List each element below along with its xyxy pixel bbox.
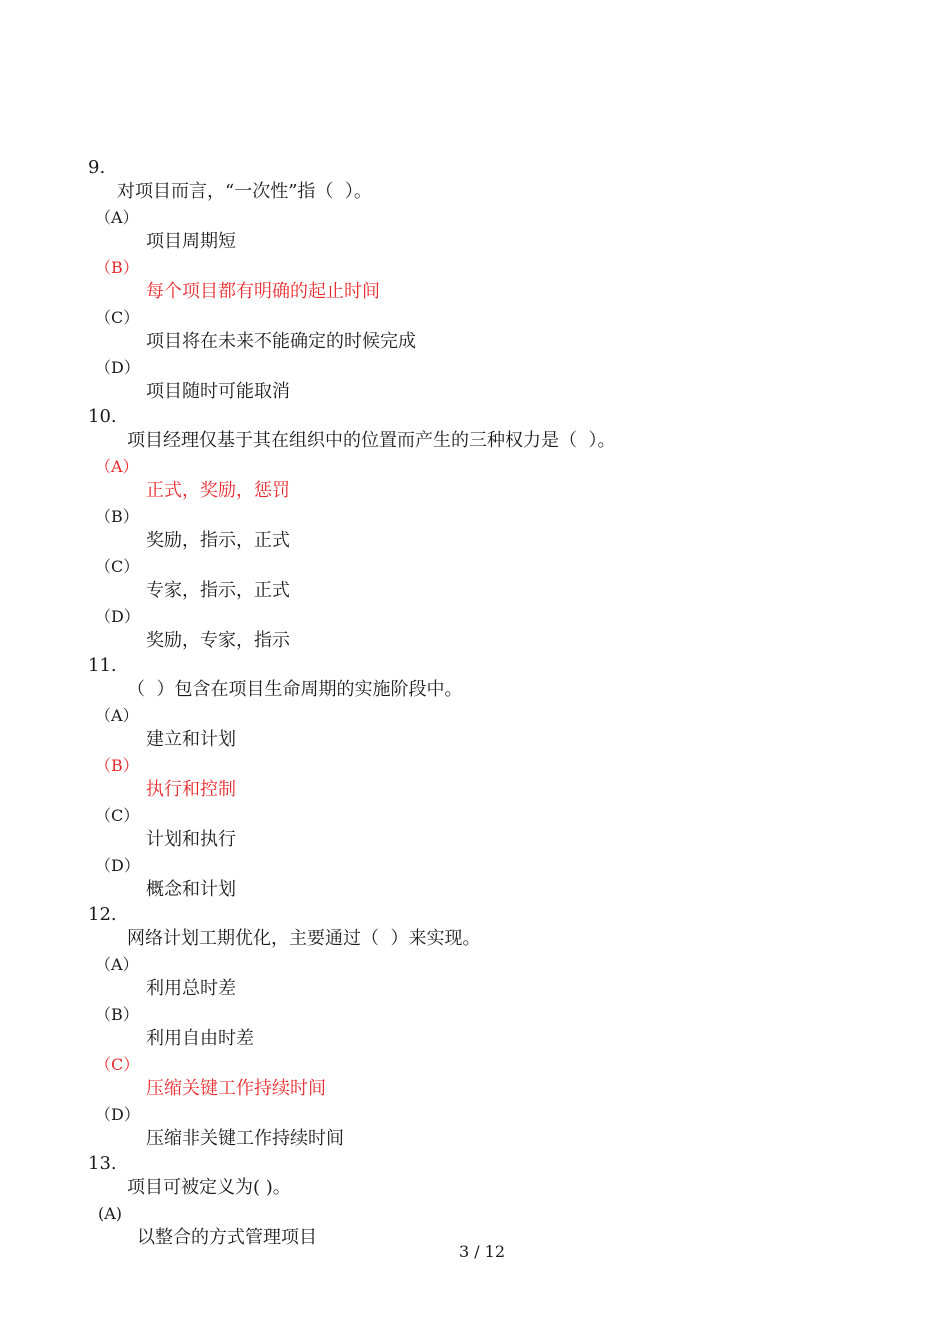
option-text: 执行和控制 <box>146 779 236 800</box>
option-text: 压缩关键工作持续时间 <box>146 1078 326 1099</box>
option-key: （A） <box>95 457 139 476</box>
option-key: （A） <box>95 706 139 725</box>
question-number: 9. <box>88 157 106 178</box>
option-text: 概念和计划 <box>146 879 236 900</box>
option-key: （D） <box>95 607 140 626</box>
question-number: 13. <box>88 1153 117 1174</box>
option-key: （C） <box>95 1055 140 1074</box>
option-key: （A） <box>95 208 139 227</box>
option-key: （D） <box>95 856 140 875</box>
option-text: 建立和计划 <box>146 729 236 750</box>
option-text: 每个项目都有明确的起止时间 <box>146 281 380 302</box>
option-text: 奖励，专家，指示 <box>146 630 290 651</box>
option-text: 压缩非关键工作持续时间 <box>146 1128 344 1149</box>
option-text: 奖励，指示，正式 <box>146 530 290 551</box>
option-text: 项目周期短 <box>146 231 236 252</box>
question-number: 12. <box>88 904 117 925</box>
option-text: 以整合的方式管理项目 <box>137 1227 317 1248</box>
question-text: 项目可被定义为( )。 <box>127 1177 291 1198</box>
option-text: 计划和执行 <box>146 829 236 850</box>
option-key: （D） <box>95 1105 140 1124</box>
question-text: （ ）包含在项目生命周期的实施阶段中。 <box>127 679 463 700</box>
option-key: （B） <box>95 756 139 775</box>
option-key: （C） <box>95 806 140 825</box>
option-key: （B） <box>95 258 139 277</box>
question-number: 11. <box>88 655 117 676</box>
option-text: 正式，奖励，惩罚 <box>146 480 290 501</box>
page-number-footer: 3 / 12 <box>458 1242 506 1261</box>
option-text: 专家，指示，正式 <box>146 580 290 601</box>
question-text: 项目经理仅基于其在组织中的位置而产生的三种权力是（ ）。 <box>127 430 616 451</box>
option-text: 利用自由时差 <box>146 1028 254 1049</box>
option-key: （B） <box>95 1005 139 1024</box>
option-text: 项目随时可能取消 <box>146 381 290 402</box>
option-text: 项目将在未来不能确定的时候完成 <box>146 331 416 352</box>
option-text: 利用总时差 <box>146 978 236 999</box>
option-key: （A） <box>95 955 139 974</box>
question-number: 10. <box>88 406 117 427</box>
option-key: （D） <box>95 358 140 377</box>
option-key: (A) <box>98 1204 123 1223</box>
option-key: （B） <box>95 507 139 526</box>
option-key: （C） <box>95 557 140 576</box>
option-key: （C） <box>95 308 140 327</box>
question-text: 网络计划工期优化，主要通过（ ）来实现。 <box>127 928 481 949</box>
question-text: 对项目而言，“一次性”指（ ）。 <box>117 181 372 202</box>
